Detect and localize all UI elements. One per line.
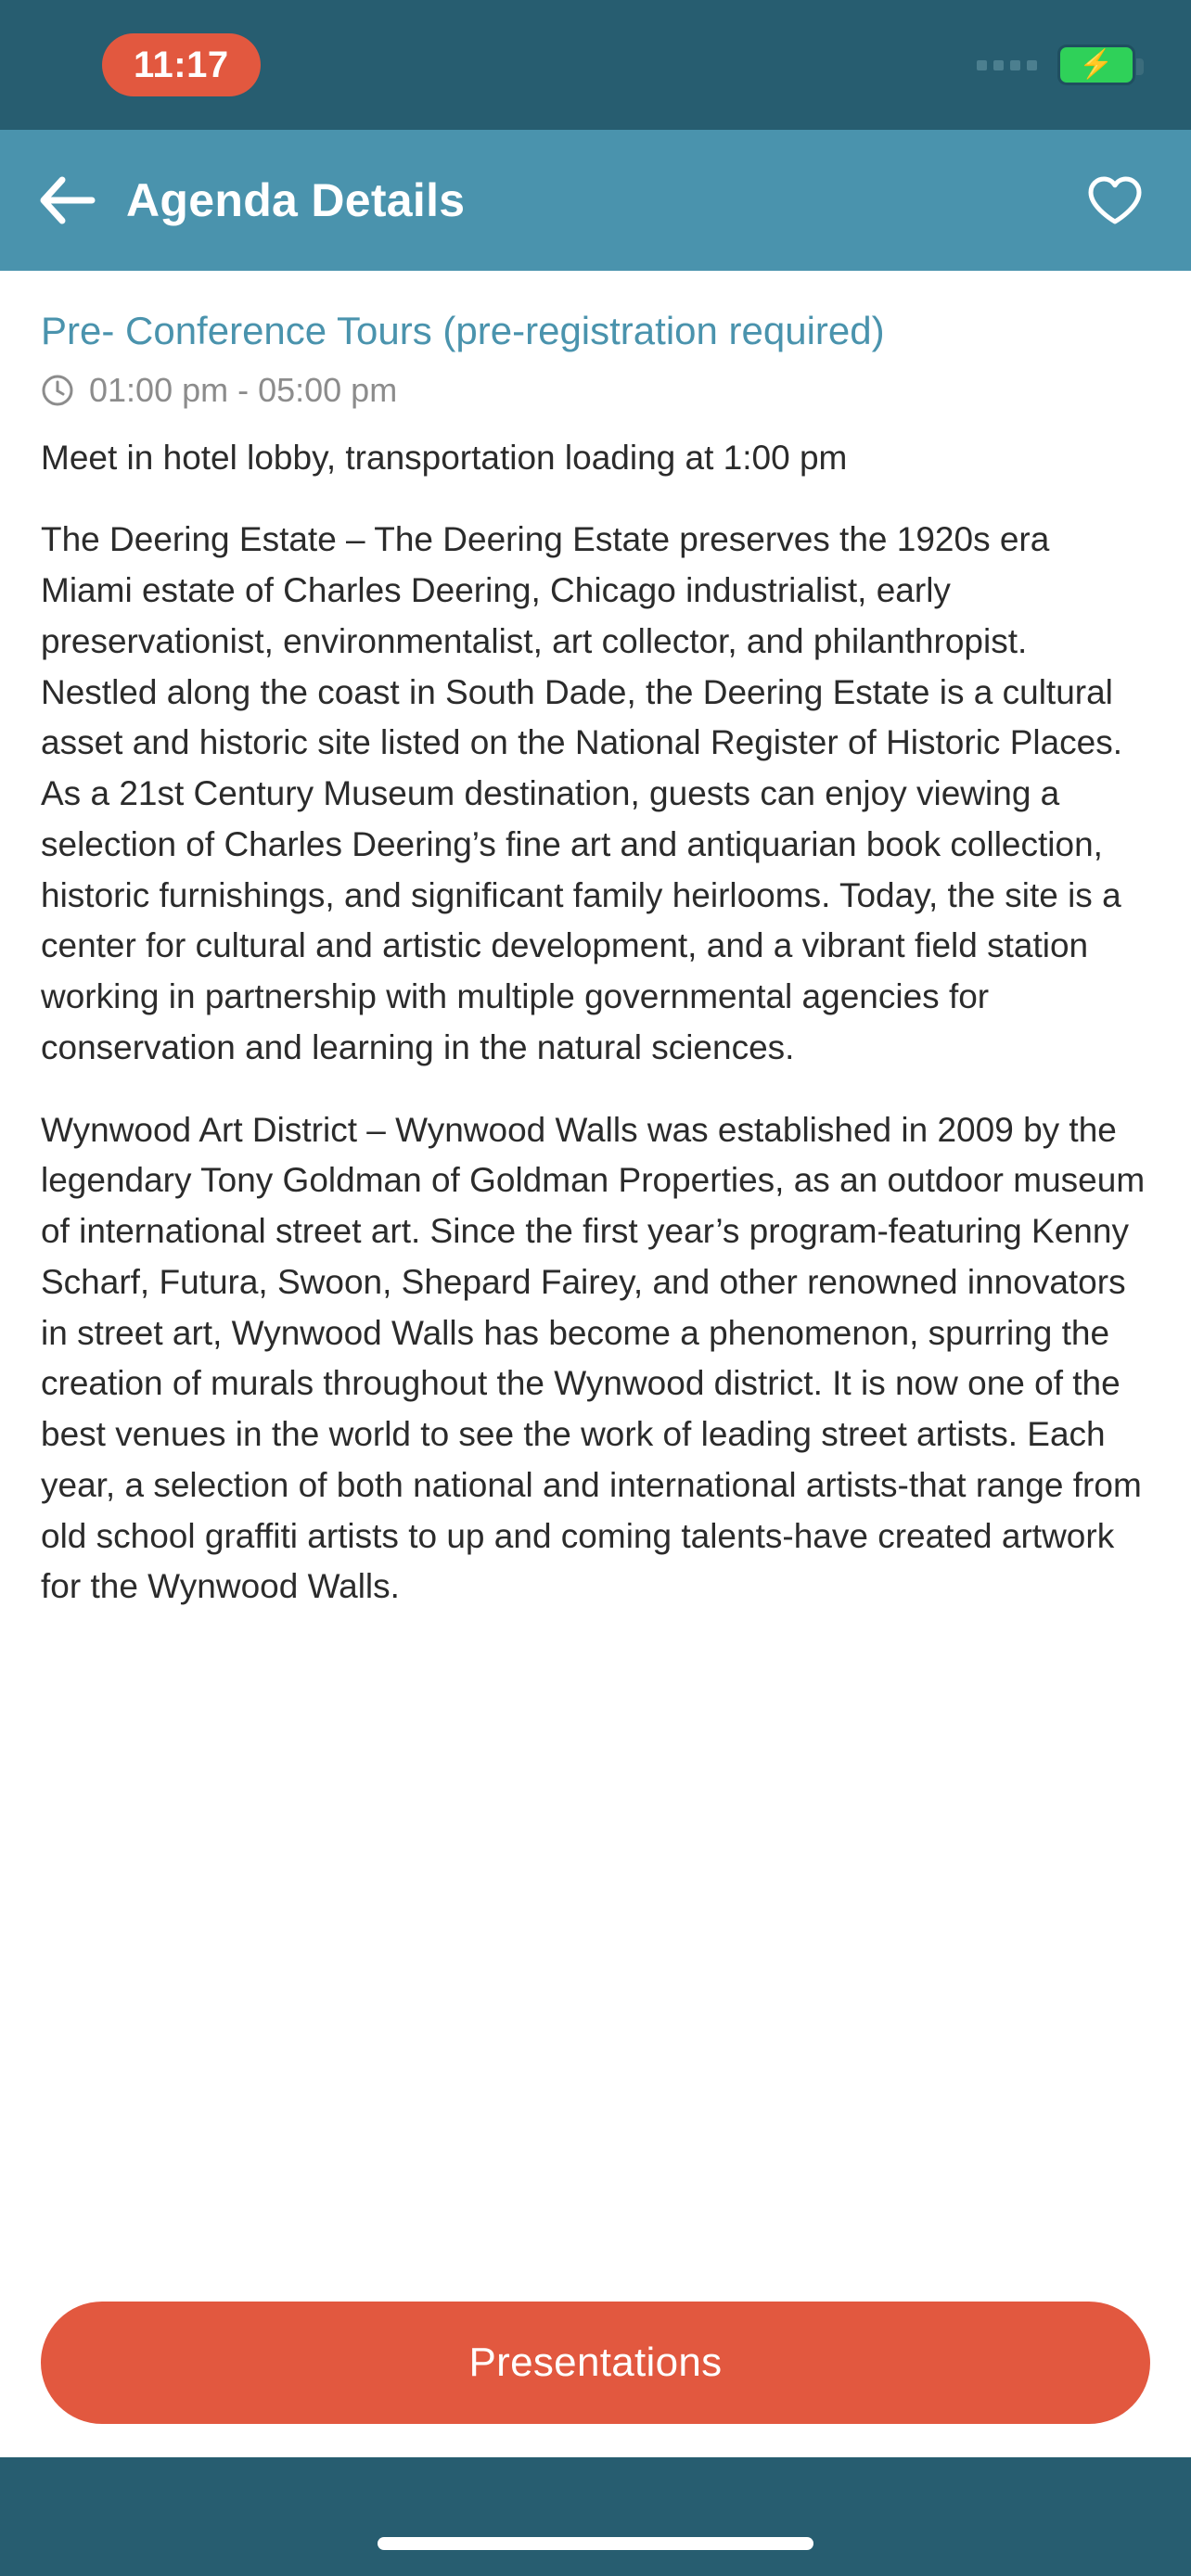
signal-dots-icon (977, 60, 1037, 70)
bottom-bar (0, 2457, 1191, 2576)
app-bar (0, 130, 1191, 271)
battery-charging-icon: ⚡ (1057, 45, 1135, 85)
action-area (0, 2289, 1191, 2424)
home-indicator[interactable] (378, 2537, 813, 2550)
session-details (0, 271, 1191, 2289)
session-paragraph-2: Wynwood Art District – Wynwood Walls was established in 2009 by the legendary Tony Goldman of Goldman Properties, as an outdoor museum of international street art. Since the first year’s program-featuring Kenny Scharf, Futura, Swoon, Shepard Fairey, and other renowned innovators in street art, Wynwood Walls has become a phenomenon, spurring the creation of murals throughout the Wynwood district. It is now one of the best venues in the world to see the work of leading street artists. Each year, a selection of both national and international artists-that range from old school graffiti artists to up and coming talents-have created artwork for the Wynwood Walls. (41, 1110, 1146, 1606)
heart-outline-icon[interactable] (1080, 165, 1150, 236)
presentations-button[interactable]: Presentations (41, 2302, 1150, 2424)
status-indicators (977, 45, 1135, 85)
session-time: 01:00 pm - 05:00 pm (89, 370, 398, 409)
back-arrow-icon[interactable] (33, 167, 100, 234)
clock-icon (41, 374, 74, 407)
session-meeting-note: Meet in hotel lobby, transportation loading at 1:00 pm (41, 438, 848, 477)
page-title: Agenda Details (126, 174, 466, 226)
session-title: Pre- Conference Tours (pre-registration required) (41, 309, 885, 352)
status-clock: 11:17 (102, 33, 261, 96)
session-time-row (41, 370, 1150, 409)
status-bar (0, 0, 1191, 130)
session-paragraph-1: The Deering Estate – The Deering Estate preserves the 1920s era Miami estate of Charles Deering, Chicago industrialist, early preservationist, environmentalist, art collector, and philanthropist. Nestled along the coast in South Dade, the Deering Estate is a cultural asset and historic site listed on the National Register of Historic Places. As a 21st Century Museum destination, guests can enjoy viewing a selection of Charles Deering’s fine art and antiquarian book collection, historic furnishings, and significant family heirlooms. Today, the site is a center for cultural and artistic development, and a vibrant field station working in partnership with multiple governmental agencies for conservation and learning in the natural sciences. (41, 520, 1123, 1066)
